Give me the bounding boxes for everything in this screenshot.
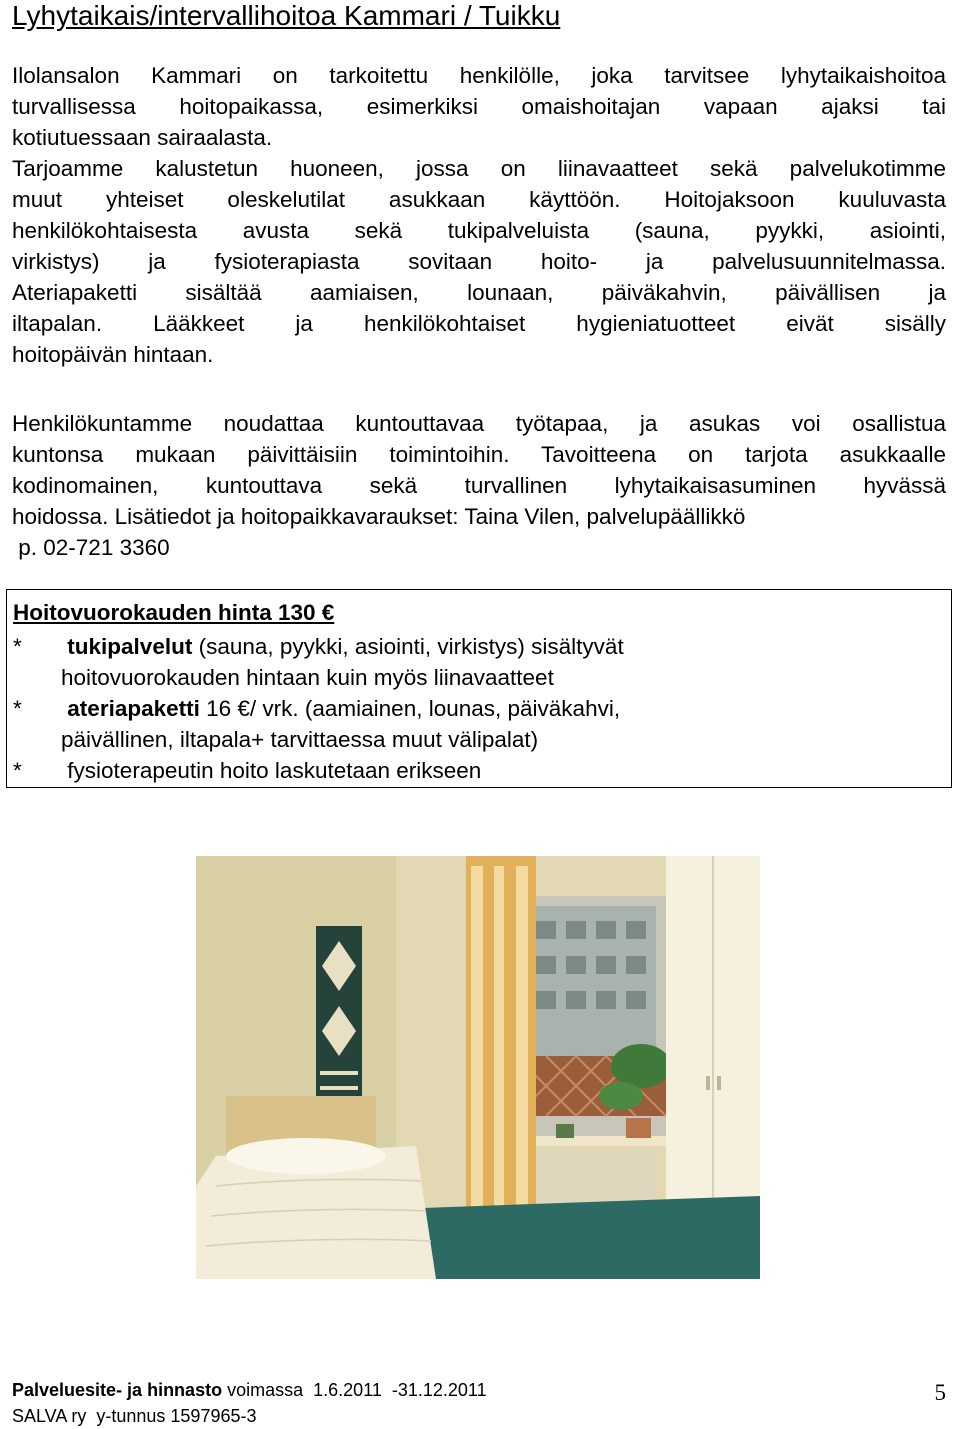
- footer-line-1: [12, 1380, 487, 1401]
- text-line: iltapalan. Lääkkeet ja henkilökohtaiset hygieniatuotteet eivät sisälly: [12, 311, 946, 336]
- item-term: tukipalvelut: [67, 634, 193, 659]
- intro-paragraph: [12, 60, 946, 370]
- price-item-continuation: hoitovuorokauden hintaan kuin myös liinavaatteet: [61, 665, 554, 690]
- text-line: turvallisessa hoitopaikassa, esimerkiksi omaishoitajan vapaan ajaksi tai: [12, 94, 946, 119]
- text-line: virkistys) ja fysioterapiasta sovitaan hoito- ja palvelusuunnitelmassa.: [12, 249, 946, 274]
- phone-line: p. 02-721 3360: [12, 535, 170, 560]
- pillow: [226, 1138, 386, 1174]
- wardrobe-handle: [717, 1076, 721, 1090]
- text-line: muut yhteiset oleskelutilat asukkaan käyttöön. Hoitojaksoon kuuluvasta: [12, 187, 946, 212]
- price-item: [13, 758, 481, 784]
- item-text: (sauna, pyykki, asiointi, virkistys) sisältyvät: [192, 634, 624, 659]
- price-heading: Hoitovuorokauden hinta 130 €: [13, 600, 335, 625]
- text-line: hoitopäivän hintaan.: [12, 342, 214, 367]
- footer-line-2: SALVA ry y-tunnus 1597965-3: [12, 1406, 257, 1426]
- text-line: kodinomainen, kuntouttava sekä turvallinen lyhytaikaisasuminen hyvässä: [12, 473, 946, 498]
- footer-title: Palveluesite- ja hinnasto: [12, 1380, 223, 1400]
- text-line: Henkilökuntamme noudattaa kuntouttavaa työtapaa, ja asukas voi osallistua: [12, 411, 946, 436]
- room-photo: [196, 856, 760, 1279]
- item-text: 16 €/ vrk. (aamiainen, lounas, päiväkahvi,: [199, 696, 621, 721]
- bullet: *: [13, 696, 22, 721]
- text-line: Ateriapaketti sisältää aamiaisen, lounaan, päiväkahvin, päivällisen ja: [12, 280, 946, 305]
- text-line: henkilökohtaisesta avusta sekä tukipalveluista (sauna, pyykki, asiointi,: [12, 218, 946, 243]
- page-title: Lyhytaikais/intervallihoitoa Kammari / Tuikku: [12, 0, 561, 31]
- small-pot: [556, 1124, 574, 1138]
- price-item: [13, 696, 620, 722]
- text-line: kotiutuessaan sairaalasta.: [12, 125, 273, 150]
- staff-paragraph: [12, 408, 946, 563]
- footer-validity: voimassa 1.6.2011 -31.12.2011: [222, 1380, 487, 1400]
- price-box: [6, 589, 952, 788]
- text-line: Tarjoamme kalustetun huoneen, jossa on liinavaatteet sekä palvelukotimme: [12, 156, 946, 181]
- text-line: kuntonsa mukaan päivittäisiin toimintoihin. Tavoitteena on tarjota asukkaalle: [12, 442, 946, 467]
- wardrobe-handle: [706, 1076, 710, 1090]
- bullet: *: [13, 634, 22, 659]
- radiator: [516, 1151, 656, 1206]
- item-term: ateriapaketti: [67, 696, 200, 721]
- text-line: Ilolansalon Kammari on tarkoitettu henkilölle, joka tarvitsee lyhytaikaishoitoa: [12, 63, 946, 88]
- bullet: *: [13, 758, 22, 783]
- item-text: fysioterapeutin hoito laskutetaan erikseen: [67, 758, 482, 783]
- text-line: hoidossa. Lisätiedot ja hoitopaikkavaraukset: Taina Vilen, palvelupäällikkö: [12, 504, 746, 529]
- price-item-continuation: päivällinen, iltapala+ tarvittaessa muut välipalat): [61, 727, 539, 752]
- price-item: [13, 634, 624, 660]
- page-number: 5: [934, 1380, 946, 1405]
